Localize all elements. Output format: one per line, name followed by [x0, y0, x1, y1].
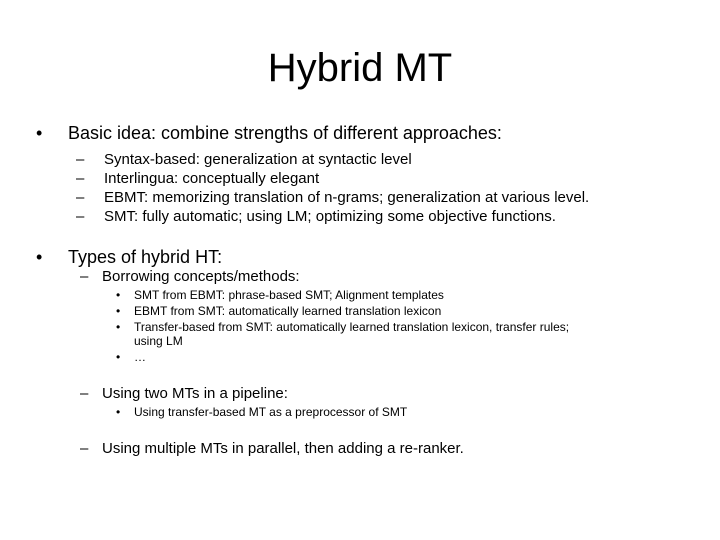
bullet-marker: •: [116, 405, 121, 419]
bullet-text: Basic idea: combine strengths of different approaches:: [68, 123, 502, 143]
bullet-marker: •: [116, 304, 121, 318]
dash-marker: –: [76, 151, 85, 168]
sub-item-text: Borrowing concepts/methods:: [102, 268, 300, 285]
bullet-marker: •: [116, 288, 121, 302]
bullet-text: Types of hybrid HT:: [68, 247, 223, 267]
sub-sub-item-text: using LM: [134, 334, 183, 348]
sub-sub-item-text: Using transfer-based MT as a preprocessor of SMT: [134, 405, 408, 419]
bullet-marker: •: [116, 320, 121, 334]
bullet-marker: •: [36, 123, 43, 143]
slide-title: Hybrid MT: [267, 46, 453, 90]
dash-marker: –: [80, 440, 89, 457]
sub-sub-item-text: EBMT from SMT: automatically learned translation lexicon: [134, 304, 442, 318]
sub-item-text: Using multiple MTs in parallel, then adding a re-ranker.: [102, 440, 464, 457]
sub-item-text: EBMT: memorizing translation of n-grams; generalization at various level.: [104, 189, 590, 206]
bullet-marker: •: [116, 350, 121, 364]
sub-item-text: Using two MTs in a pipeline:: [102, 385, 288, 402]
sub-item-text: Syntax-based: generalization at syntactic level: [104, 151, 412, 168]
sub-sub-item-text: …: [134, 350, 146, 364]
bullet-marker: •: [36, 247, 43, 267]
sub-sub-item-text: Transfer-based from SMT: automatically learned translation lexicon, transfer rules;: [134, 320, 570, 334]
dash-marker: –: [76, 170, 85, 187]
sub-sub-item-text: SMT from EBMT: phrase-based SMT; Alignment templates: [134, 288, 444, 302]
dash-marker: –: [76, 208, 85, 225]
dash-marker: –: [80, 385, 89, 402]
dash-marker: –: [80, 268, 89, 285]
sub-item-text: SMT: fully automatic; using LM; optimizing some objective functions.: [104, 208, 556, 225]
sub-item-text: Interlingua: conceptually elegant: [104, 170, 320, 187]
dash-marker: –: [76, 189, 85, 206]
